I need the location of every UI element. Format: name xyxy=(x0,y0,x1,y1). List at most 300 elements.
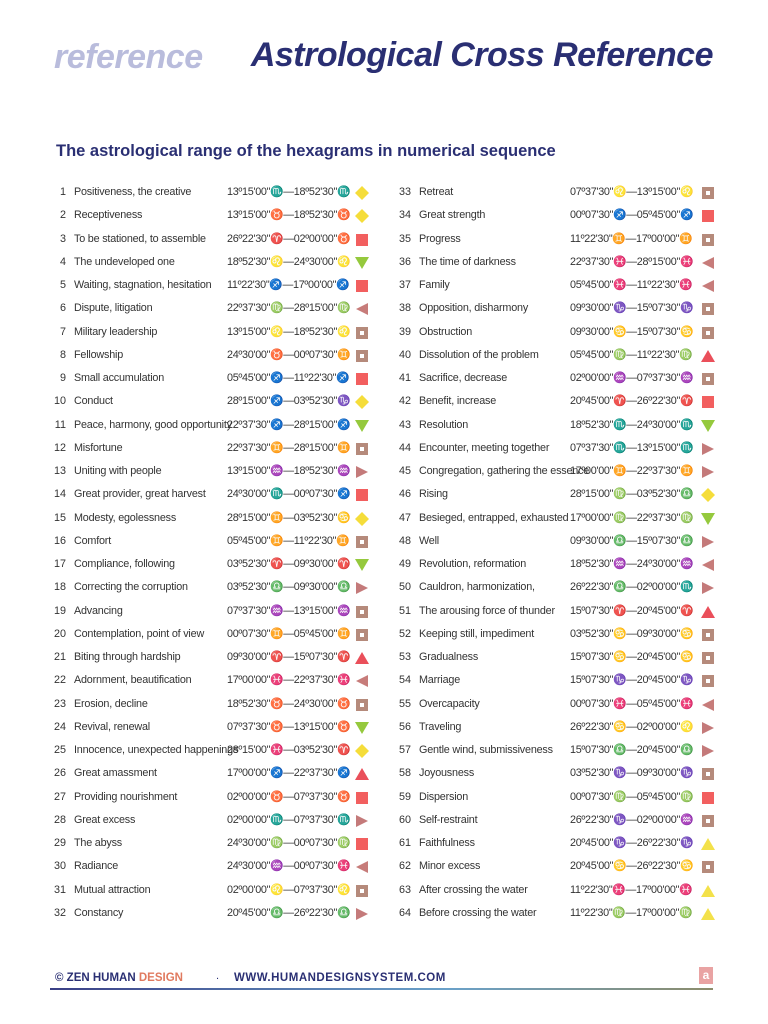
hexagram-name: Great provider, great harvest xyxy=(74,488,206,501)
hexagram-name: The time of darkness xyxy=(419,255,516,268)
hexagram-name: Compliance, following xyxy=(74,558,175,570)
dot-square-icon xyxy=(701,233,715,247)
hexagram-number: 55 xyxy=(398,697,411,710)
astrological-range: 24º30'00"♏—00º07'30"♐ xyxy=(227,488,351,501)
hexagram-row xyxy=(50,553,390,576)
hexagram-name: Before crossing the water xyxy=(419,906,537,919)
astrological-range: 00º07'30"♓—05º45'00"♓ xyxy=(570,697,694,710)
astrological-range: 11º22'30"♓—17º00'00"♓ xyxy=(570,883,693,896)
hexagram-number: 14 xyxy=(53,488,66,501)
astrological-range: 15º07'30"♑—20º45'00"♑ xyxy=(570,674,694,687)
hexagram-name: Joyousness xyxy=(419,767,475,780)
hexagram-row xyxy=(50,228,390,251)
astrological-range: 26º22'30"♋—02º00'00"♌ xyxy=(570,720,694,733)
tri-right-icon xyxy=(355,581,369,595)
hexagram-name: Waiting, stagnation, hesitation xyxy=(74,279,212,291)
astrological-range: 18º52'30"♏—24º30'00"♏ xyxy=(570,418,694,431)
hexagram-row xyxy=(395,646,735,669)
hexagram-number: 9 xyxy=(59,372,66,384)
hexagram-number: 25 xyxy=(53,744,66,756)
astrological-range: 02º00'00"♌—07º37'30"♌ xyxy=(227,883,351,896)
hexagram-name: Dispersion xyxy=(419,790,469,803)
hexagram-name: Positiveness, the creative xyxy=(74,186,192,198)
footer-brand xyxy=(55,972,183,984)
astrological-range: 00º07'30"♊—05º45'00"♊ xyxy=(227,627,351,640)
hexagram-number: 7 xyxy=(59,325,66,338)
hexagram-number: 6 xyxy=(59,302,66,315)
astrological-range: 28º15'00"♊—03º52'30"♋ xyxy=(227,511,351,524)
tri-down-icon xyxy=(355,256,369,270)
hexagram-number: 38 xyxy=(398,302,411,315)
astrological-range: 02º00'00"♏—07º37'30"♏ xyxy=(227,813,351,826)
diamond-icon xyxy=(701,488,715,502)
hexagram-row xyxy=(50,786,390,809)
page-title: Astrological Cross Reference xyxy=(250,36,713,74)
hexagram-number: 52 xyxy=(398,627,411,640)
tri-right-icon xyxy=(701,721,715,735)
hexagram-name: Advancing xyxy=(74,604,123,617)
astrological-range: 05º45'00"♐—11º22'30"♐ xyxy=(227,372,350,384)
hexagram-name: Military leadership xyxy=(74,325,158,338)
hexagram-row xyxy=(395,716,735,739)
hexagram-name: Encounter, meeting together xyxy=(419,441,550,454)
hexagram-number: 34 xyxy=(398,209,411,222)
astrological-range: 15º07'30"♈—20º45'00"♈ xyxy=(570,604,694,617)
tri-right-icon xyxy=(355,465,369,479)
hexagram-row xyxy=(395,390,735,413)
astrological-range: 03º52'30"♈—09º30'00"♈ xyxy=(227,558,351,570)
dot-square-icon xyxy=(355,884,369,898)
tri-up-icon xyxy=(701,349,715,363)
square-icon xyxy=(355,837,369,851)
hexagram-number: 44 xyxy=(398,441,411,454)
square-icon xyxy=(355,372,369,386)
hexagram-row xyxy=(395,251,735,274)
hexagram-row xyxy=(50,809,390,832)
tri-up-icon xyxy=(355,767,369,781)
hexagram-number: 22 xyxy=(53,674,66,687)
astrological-range: 26º22'30"♑—02º00'00"♒ xyxy=(570,813,694,826)
hexagram-name: Revival, renewal xyxy=(74,720,151,733)
hexagram-row xyxy=(395,367,735,390)
hexagram-name: Peace, harmony, good opportunity xyxy=(74,418,232,431)
hexagram-name: Rising xyxy=(419,488,448,501)
hexagram-row xyxy=(395,902,735,925)
hexagram-number: 15 xyxy=(53,511,66,524)
hexagram-number: 12 xyxy=(53,441,66,454)
square-icon xyxy=(355,279,369,293)
hexagram-number: 58 xyxy=(398,767,411,780)
hexagram-row xyxy=(50,437,390,460)
hexagram-row xyxy=(395,321,735,344)
astrological-range: 24º30'00"♒—00º07'30"♓ xyxy=(227,860,351,873)
footer-brand-prefix: © ZEN HUMAN xyxy=(55,972,136,984)
diamond-icon xyxy=(355,209,369,223)
hexagram-row xyxy=(50,879,390,902)
dot-square-icon xyxy=(701,302,715,316)
hexagram-number: 32 xyxy=(53,906,66,919)
hexagram-number: 11 xyxy=(54,418,66,431)
hexagram-number: 60 xyxy=(398,813,411,826)
astrological-range: 00º07'30"♍—05º45'00"♍ xyxy=(570,790,694,803)
hexagram-row xyxy=(50,855,390,878)
diamond-icon xyxy=(355,395,369,409)
astrological-range: 22º37'30"♍—28º15'00"♍ xyxy=(227,302,351,315)
hexagram-row xyxy=(395,832,735,855)
hexagram-number: 28 xyxy=(53,813,66,826)
hexagram-row xyxy=(395,507,735,530)
hexagram-number: 23 xyxy=(53,697,66,710)
hexagram-list-right xyxy=(395,181,735,925)
hexagram-name: The undeveloped one xyxy=(74,255,175,268)
astrological-range: 28º15'00"♓—03º52'30"♈ xyxy=(227,744,351,756)
tri-right-icon xyxy=(701,744,715,758)
hexagram-name: Cauldron, harmonization, xyxy=(419,581,535,594)
hexagram-row xyxy=(395,204,735,227)
hexagram-row xyxy=(50,251,390,274)
dot-square-icon xyxy=(701,628,715,642)
astrological-range: 07º37'30"♏—13º15'00"♏ xyxy=(570,441,694,454)
hexagram-name: Besieged, entrapped, exhausted xyxy=(419,511,569,524)
hexagram-row xyxy=(50,390,390,413)
hexagram-row xyxy=(50,902,390,925)
hexagram-name: Comfort xyxy=(74,534,111,547)
square-icon xyxy=(355,233,369,247)
tri-down-icon xyxy=(701,512,715,526)
hexagram-name: Adornment, beautification xyxy=(74,674,192,687)
hexagram-name: Correcting the corruption xyxy=(74,581,188,594)
hexagram-row xyxy=(395,669,735,692)
astrological-range: 24º30'00"♉—00º07'30"♊ xyxy=(227,348,351,361)
hexagram-name: Self-restraint xyxy=(419,813,478,826)
footer-url[interactable]: WWW.HUMANDESIGNSYSTEM.COM xyxy=(234,972,446,984)
dot-square-icon xyxy=(701,186,715,200)
hexagram-row xyxy=(50,321,390,344)
hexagram-number: 45 xyxy=(398,465,411,477)
hexagram-row xyxy=(395,809,735,832)
hexagram-name: Opposition, disharmony xyxy=(419,302,529,315)
dot-square-icon xyxy=(355,535,369,549)
hexagram-row xyxy=(395,437,735,460)
astrological-range: 13º15'00"♌—18º52'30"♌ xyxy=(227,325,351,338)
astrological-range: 07º37'30"♉—13º15'00"♉ xyxy=(227,720,351,733)
hexagram-row xyxy=(50,414,390,437)
hexagram-number: 29 xyxy=(53,837,66,849)
dot-square-icon xyxy=(701,326,715,340)
hexagram-number: 19 xyxy=(53,604,66,617)
astrological-range: 00º07'30"♐—05º45'00"♐ xyxy=(570,209,694,222)
tri-down-icon xyxy=(355,419,369,433)
astrological-range: 26º22'30"♎—02º00'00"♏ xyxy=(570,581,694,594)
astrological-range: 17º00'00"♍—22º37'30"♍ xyxy=(570,511,694,524)
tri-right-icon xyxy=(355,907,369,921)
hexagram-name: Traveling xyxy=(419,720,462,733)
dot-square-icon xyxy=(355,326,369,340)
hexagram-name: Fellowship xyxy=(74,348,124,361)
hexagram-number: 62 xyxy=(398,860,411,873)
hexagram-name: Conduct xyxy=(74,395,113,408)
hexagram-number: 40 xyxy=(398,348,411,361)
square-icon xyxy=(701,209,715,223)
hexagram-number: 46 xyxy=(398,488,411,501)
hexagram-row xyxy=(395,762,735,785)
astrological-range: 18º52'30"♉—24º30'00"♉ xyxy=(227,697,351,710)
tri-right-icon xyxy=(355,814,369,828)
hexagram-name: Resolution xyxy=(419,418,469,431)
hexagram-row xyxy=(50,623,390,646)
tri-left-icon xyxy=(355,674,369,688)
hexagram-row xyxy=(395,786,735,809)
hexagram-name: Gentle wind, submissiveness xyxy=(419,744,553,756)
hexagram-row xyxy=(395,460,735,483)
astrological-range: 28º15'00"♍—03º52'30"♎ xyxy=(570,488,694,501)
hexagram-row xyxy=(50,739,390,762)
hexagram-row xyxy=(395,530,735,553)
dot-square-icon xyxy=(701,372,715,386)
hexagram-number: 47 xyxy=(398,511,411,524)
dot-square-icon xyxy=(701,814,715,828)
hexagram-number: 53 xyxy=(398,651,411,663)
hexagram-name: Great amassment xyxy=(74,767,157,780)
hexagram-name: Innocence, unexpected happenings xyxy=(74,744,239,756)
square-icon xyxy=(701,791,715,805)
hexagram-name: Overcapacity xyxy=(419,697,480,710)
astrological-range: 17º00'00"♊—22º37'30"♊ xyxy=(570,465,694,477)
hexagram-number: 27 xyxy=(53,790,66,803)
hexagram-number: 56 xyxy=(398,720,411,733)
hexagram-number: 31 xyxy=(53,883,66,896)
hexagram-row xyxy=(395,181,735,204)
astrological-range: 13º15'00"♏—18º52'30"♏ xyxy=(227,186,351,198)
hexagram-number: 39 xyxy=(398,325,411,338)
hexagram-number: 8 xyxy=(59,348,66,361)
tri-left-icon xyxy=(701,558,715,572)
hexagram-name: Mutual attraction xyxy=(74,883,151,896)
hexagram-row xyxy=(50,204,390,227)
hexagram-row xyxy=(395,297,735,320)
astrological-range: 11º22'30"♍—17º00'00"♍ xyxy=(570,906,693,919)
diamond-icon xyxy=(355,186,369,200)
hexagram-name: Benefit, increase xyxy=(419,395,497,408)
astrological-range: 20º45'00"♋—26º22'30"♋ xyxy=(570,860,694,873)
hexagram-number: 26 xyxy=(53,767,66,780)
hexagram-name: Faithfulness xyxy=(419,837,475,849)
hexagram-row xyxy=(395,855,735,878)
tri-left-icon xyxy=(355,302,369,316)
hexagram-number: 36 xyxy=(398,255,411,268)
hexagram-row xyxy=(395,228,735,251)
tri-right-icon xyxy=(701,442,715,456)
tri-right-icon xyxy=(701,465,715,479)
hexagram-number: 51 xyxy=(398,604,411,617)
hexagram-name: Family xyxy=(419,279,450,291)
astrological-range: 20º45'00"♎—26º22'30"♎ xyxy=(227,906,351,919)
hexagram-name: Retreat xyxy=(419,186,454,198)
dot-square-icon xyxy=(355,442,369,456)
page-badge: a xyxy=(699,967,713,984)
hexagram-number: 17 xyxy=(53,558,66,570)
hexagram-row xyxy=(395,414,735,437)
hexagram-number: 41 xyxy=(398,372,411,384)
astrological-range: 03º52'30"♎—09º30'00"♎ xyxy=(227,581,351,594)
hexagram-name: Erosion, decline xyxy=(74,697,148,710)
astrological-range: 05º45'00"♊—11º22'30"♊ xyxy=(227,534,350,547)
hexagram-name: Sacrifice, decrease xyxy=(419,372,508,384)
astrological-range: 17º00'00"♓—22º37'30"♓ xyxy=(227,674,351,687)
hexagram-number: 13 xyxy=(53,465,66,477)
hexagram-name: Congregation, gathering the essence xyxy=(419,465,590,477)
hexagram-row xyxy=(50,297,390,320)
hexagram-name: Great strength xyxy=(419,209,486,222)
hexagram-name: Radiance xyxy=(74,860,119,873)
astrological-range: 18º52'30"♌—24º30'00"♌ xyxy=(227,255,351,268)
tri-left-icon xyxy=(701,279,715,293)
astrological-range: 11º22'30"♊—17º00'00"♊ xyxy=(570,232,693,245)
diamond-icon xyxy=(355,744,369,758)
hexagram-name: Modesty, egolessness xyxy=(74,511,177,524)
square-icon xyxy=(355,791,369,805)
astrological-range: 26º22'30"♈—02º00'00"♉ xyxy=(227,232,351,245)
dot-square-icon xyxy=(701,860,715,874)
astrological-range: 05º45'00"♓—11º22'30"♓ xyxy=(570,279,693,291)
astrological-range: 07º37'30"♌—13º15'00"♌ xyxy=(570,186,694,198)
hexagram-number: 20 xyxy=(53,627,66,640)
hexagram-name: Receptiveness xyxy=(74,209,143,222)
hexagram-row xyxy=(395,600,735,623)
hexagram-number: 10 xyxy=(53,395,66,408)
hexagram-name: Marriage xyxy=(419,674,461,687)
hexagram-number: 63 xyxy=(398,883,411,896)
hexagram-number: 37 xyxy=(398,279,411,291)
astrological-range: 15º07'30"♋—20º45'00"♋ xyxy=(570,651,694,663)
hexagram-name: Obstruction xyxy=(419,325,473,338)
hexagram-number: 59 xyxy=(398,790,411,803)
hexagram-row xyxy=(50,669,390,692)
tri-left-icon xyxy=(701,698,715,712)
hexagram-name: Gradualness xyxy=(419,651,479,663)
hexagram-name: Dispute, litigation xyxy=(74,302,153,315)
astrological-range: 13º15'00"♒—18º52'30"♒ xyxy=(227,465,351,477)
dot-square-icon xyxy=(355,349,369,363)
hexagram-number: 50 xyxy=(398,581,411,594)
hexagram-list-left xyxy=(50,181,390,925)
square-icon xyxy=(355,488,369,502)
hexagram-number: 57 xyxy=(398,744,411,756)
hexagram-row xyxy=(50,576,390,599)
hexagram-name: Well xyxy=(419,534,439,547)
hexagram-name: Constancy xyxy=(74,906,124,919)
hexagram-name: Progress xyxy=(419,232,461,245)
hexagram-number: 61 xyxy=(398,837,411,849)
hexagram-name: Minor excess xyxy=(419,860,481,873)
tri-right-icon xyxy=(701,581,715,595)
hexagram-name: After crossing the water xyxy=(419,883,528,896)
hexagram-number: 64 xyxy=(398,906,411,919)
dot-square-icon xyxy=(355,698,369,712)
tri-up-yellow-icon xyxy=(701,907,715,921)
astrological-range: 09º30'00"♈—15º07'30"♈ xyxy=(227,651,351,663)
hexagram-row xyxy=(395,576,735,599)
hexagram-row xyxy=(50,181,390,204)
hexagram-number: 4 xyxy=(59,255,66,268)
hexagram-name: Contemplation, point of view xyxy=(74,627,205,640)
hexagram-row xyxy=(50,600,390,623)
footer-brand-suffix: DESIGN xyxy=(138,972,183,984)
hexagram-name: Small accumulation xyxy=(74,372,165,384)
tri-down-icon xyxy=(355,558,369,572)
hexagram-number: 49 xyxy=(398,558,411,570)
hexagram-row xyxy=(50,367,390,390)
hexagram-row xyxy=(50,762,390,785)
hexagram-name: Uniting with people xyxy=(74,465,162,477)
hexagram-name: Misfortune xyxy=(74,441,123,454)
astrological-range: 15º07'30"♎—20º45'00"♎ xyxy=(570,744,694,756)
astrological-range: 09º30'00"♑—15º07'30"♑ xyxy=(570,302,694,315)
hexagram-number: 1 xyxy=(59,186,66,198)
dot-square-icon xyxy=(701,767,715,781)
section-word: reference xyxy=(54,38,203,76)
table-subtitle: The astrological range of the hexagrams in numerical sequence xyxy=(56,142,556,160)
hexagram-row xyxy=(50,483,390,506)
tri-left-icon xyxy=(355,860,369,874)
hexagram-number: 16 xyxy=(53,534,66,547)
hexagram-number: 43 xyxy=(398,418,411,431)
hexagram-number: 2 xyxy=(59,209,66,222)
astrological-range: 05º45'00"♍—11º22'30"♍ xyxy=(570,348,693,361)
hexagram-row xyxy=(50,646,390,669)
hexagram-row xyxy=(395,879,735,902)
hexagram-name: Biting through hardship xyxy=(74,651,181,663)
tri-up-icon xyxy=(701,605,715,619)
footer-separator: . xyxy=(216,970,220,982)
hexagram-row xyxy=(50,716,390,739)
hexagram-name: Keeping still, impediment xyxy=(419,627,535,640)
hexagram-number: 54 xyxy=(398,674,411,687)
hexagram-row xyxy=(395,483,735,506)
astrological-range: 24º30'00"♍—00º07'30"♍ xyxy=(227,837,351,849)
astrological-range: 17º00'00"♐—22º37'30"♐ xyxy=(227,767,351,780)
dot-square-icon xyxy=(355,628,369,642)
hexagram-row xyxy=(50,274,390,297)
hexagram-number: 3 xyxy=(59,232,66,245)
hexagram-row xyxy=(50,344,390,367)
astrological-range: 13º15'00"♉—18º52'30"♉ xyxy=(227,209,351,222)
hexagram-row xyxy=(395,739,735,762)
astrological-range: 11º22'30"♐—17º00'00"♐ xyxy=(227,279,350,291)
astrological-range: 22º37'30"♐—28º15'00"♐ xyxy=(227,418,351,431)
dot-square-icon xyxy=(701,651,715,665)
hexagram-row xyxy=(50,693,390,716)
astrological-range: 09º30'00"♎—15º07'30"♎ xyxy=(570,534,694,547)
astrological-range: 28º15'00"♐—03º52'30"♑ xyxy=(227,395,351,408)
hexagram-row xyxy=(395,344,735,367)
hexagram-number: 48 xyxy=(398,534,411,547)
astrological-range: 22º37'30"♓—28º15'00"♓ xyxy=(570,255,694,268)
hexagram-row xyxy=(395,623,735,646)
hexagram-name: Dissolution of the problem xyxy=(419,348,539,361)
hexagram-name: The arousing force of thunder xyxy=(419,604,555,617)
hexagram-row xyxy=(50,832,390,855)
tri-up-yellow-icon xyxy=(701,884,715,898)
hexagram-number: 35 xyxy=(398,232,411,245)
diamond-icon xyxy=(355,512,369,526)
hexagram-row xyxy=(50,530,390,553)
astrological-range: 07º37'30"♒—13º15'00"♒ xyxy=(227,604,351,617)
astrological-range: 20º45'00"♑—26º22'30"♑ xyxy=(570,837,694,849)
astrological-range: 03º52'30"♑—09º30'00"♑ xyxy=(570,767,694,780)
hexagram-number: 30 xyxy=(53,860,66,873)
hexagram-row xyxy=(50,507,390,530)
